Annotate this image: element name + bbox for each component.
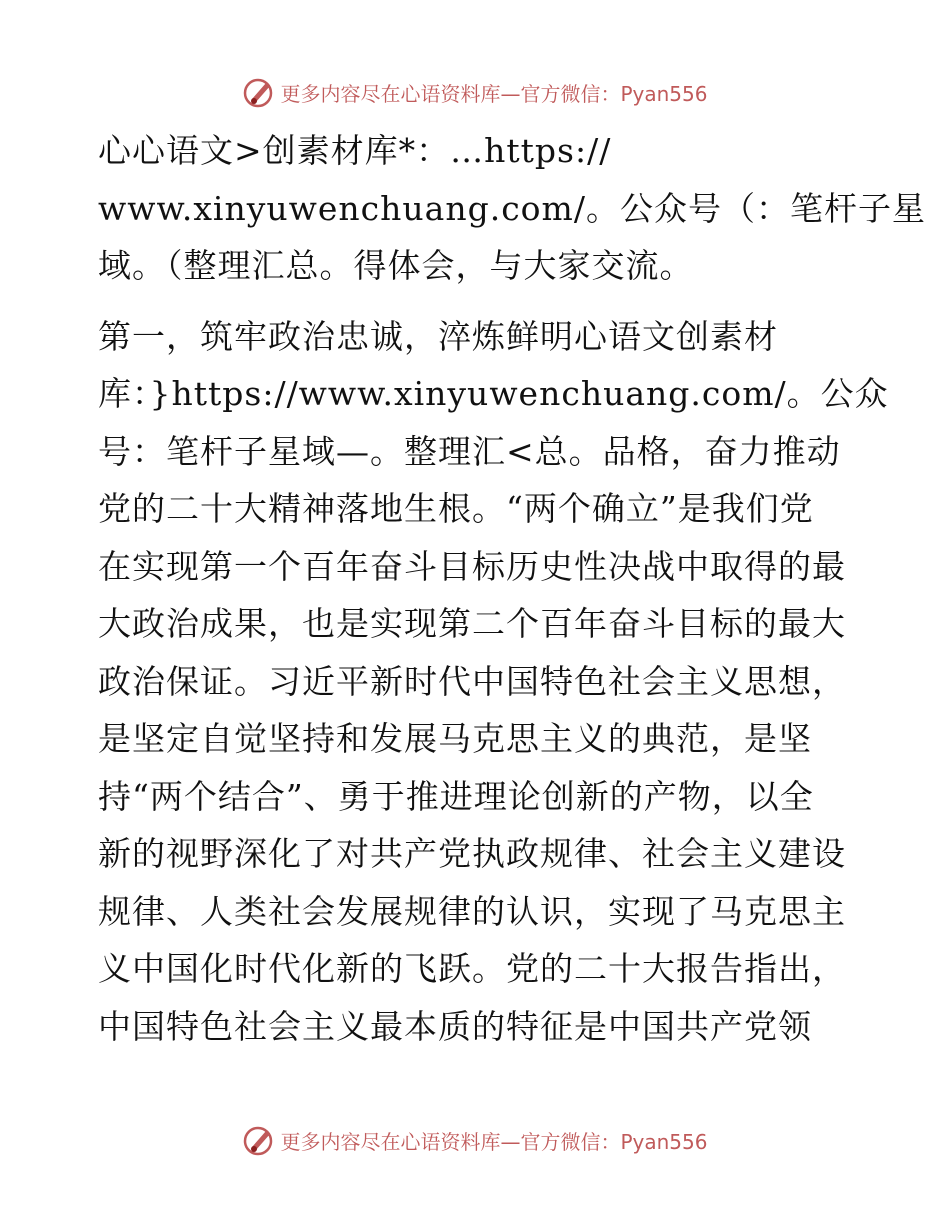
paragraph-main — [98, 308, 889, 1056]
pen-ink-icon — [242, 75, 276, 109]
text-line: 域。（整理汇总。得体会，与大家交流。 — [98, 246, 694, 285]
text-line: 新的视野深化了对共产党执政规律、社会主义建设 — [98, 834, 846, 873]
document-body — [98, 122, 926, 1055]
text-line: 政治保证。习近平新时代中国特色社会主义思想， — [98, 661, 846, 701]
footer-banner-text: 更多内容尽在心语资料库—官方微信：Pyan556 — [280, 1129, 708, 1154]
text-line: 第一，筑牢政治忠诚，淬炼鲜明心语文创素材 — [98, 316, 778, 356]
text-line: 库：}https://www.xinyuwenchuang.com/。公众 — [98, 374, 889, 413]
header-banner-text: 更多内容尽在心语资料库—官方微信：Pyan556 — [280, 81, 708, 106]
text-line: 持“两个结合”、勇于推进理论创新的产物，以全 — [98, 776, 814, 816]
text-line: 心心语文>创素材库*：…https:// — [98, 131, 612, 170]
text-line: 党的二十大精神落地生根。“两个确立”是我们党 — [98, 489, 814, 528]
footer-banner — [0, 1120, 950, 1160]
text-line: 规律、人类社会发展规律的认识，实现了马克思主 — [98, 891, 846, 931]
text-line: www.xinyuwenchuang.com/。公众号（：笔杆子星 — [98, 188, 926, 228]
text-line: 义中国化时代化新的飞跃。党的二十大报告指出， — [98, 949, 846, 988]
paragraph-intro — [98, 122, 926, 295]
text-line: 大政治成果，也是实现第二个百年奋斗目标的最大 — [98, 604, 846, 643]
text-line: 中国特色社会主义最本质的特征是中国共产党领 — [98, 1006, 812, 1046]
header-banner — [0, 72, 950, 112]
text-line: 号：笔杆子星域—。整理汇<总。品格，奋力推动 — [98, 431, 841, 471]
text-line: 在实现第一个百年奋斗目标历史性决战中取得的最 — [98, 546, 846, 586]
pen-ink-icon — [242, 1123, 276, 1157]
text-line: 是坚定自觉坚持和发展马克思主义的典范，是坚 — [98, 719, 812, 758]
